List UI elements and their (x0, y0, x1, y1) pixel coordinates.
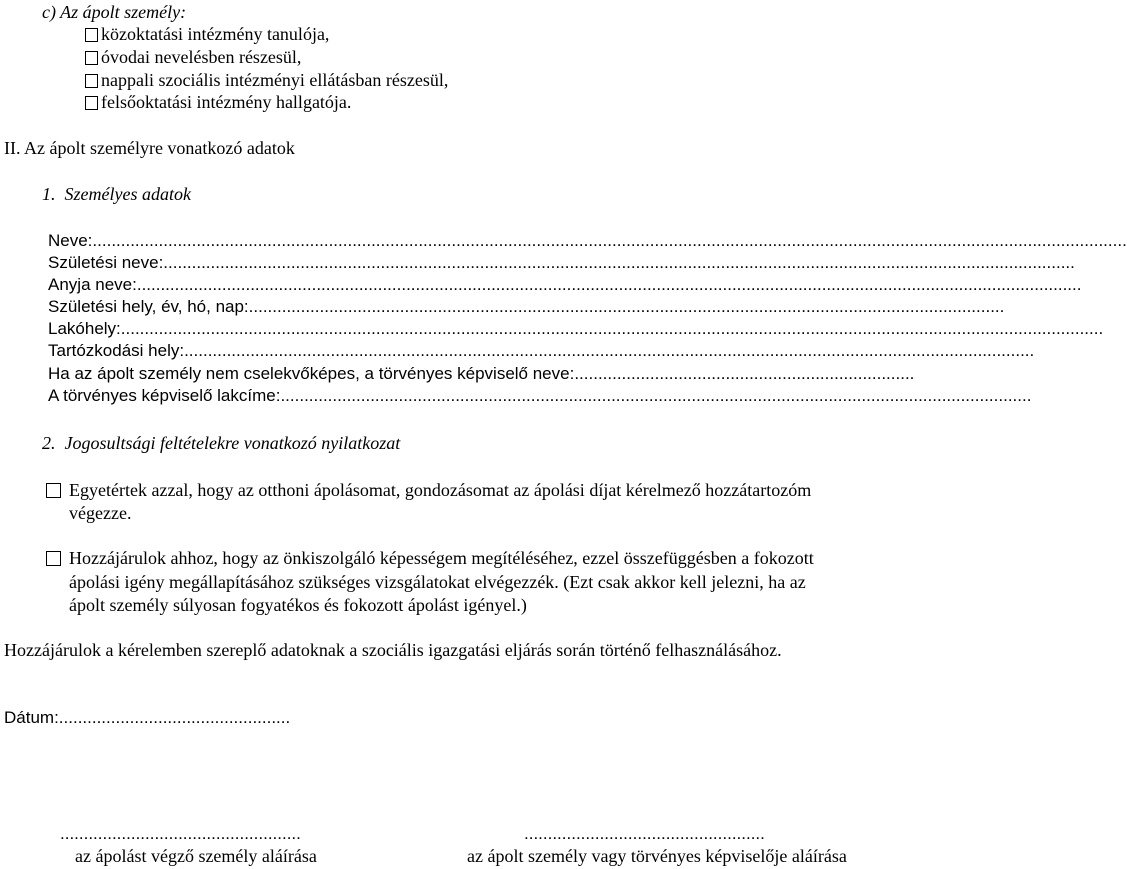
checkbox[interactable] (85, 96, 98, 110)
declaration-2[interactable]: Hozzájárulok ahhoz, hogy az önkiszolgáló képességem megítéléséhez, ezzel összefüggésben a fokozott (46, 548, 814, 569)
field-torvenyes-kepviselo-neve[interactable]: Ha az ápolt személy nem cselekvőképes, a törvényes képviselő neve:........................................................................ (48, 364, 915, 383)
field-anyja-neve[interactable]: Anyja neve:........................................................................................................................................................................................................ (48, 275, 1082, 294)
subsection-1-heading: 1. Személyes adatok (42, 184, 191, 204)
field-szuletesi-neve[interactable]: Születési neve:................................................................................................................................................................................................. (48, 253, 1075, 272)
field-neve[interactable]: Neve:........................................................................................................................................................................................................................... (48, 231, 1127, 250)
date-field[interactable]: Dátum:................................................. (4, 708, 291, 727)
declaration-2-line3: ápolt személy súlyosan fogyatékos és fokozott ápolást igényel.) (69, 595, 527, 615)
left-signature-line[interactable]: ................................................... (60, 824, 301, 843)
declaration-1-line2: végezze. (69, 503, 132, 523)
subsection-2-heading: 2. Jogosultsági feltételekre vonatkozó nyilatkozat (42, 433, 401, 453)
checkbox[interactable] (85, 28, 98, 42)
checkbox[interactable] (46, 483, 61, 498)
checkbox[interactable] (85, 51, 98, 65)
left-signature-label: az ápolást végző személy aláírása (75, 846, 317, 866)
field-szuletesi-hely[interactable]: Születési hely, év, hó, nap:................................................................................................................................................................ (48, 297, 1005, 316)
section-c-heading: c) Az ápolt személy: (42, 2, 187, 22)
right-signature-label: az ápolt személy vagy törvényes képviselője aláírása (467, 846, 847, 866)
option-ovodai[interactable]: óvodai nevelésben részesül, (85, 47, 301, 68)
option-kozoktatasi[interactable]: közoktatási intézmény tanulója, (85, 24, 329, 45)
option-nappali[interactable]: nappali szociális intézményi ellátásban részesül, (85, 70, 448, 91)
field-tartozkodasi-hely[interactable]: Tartózkodási hely:.................................................................................................................................................................................... (48, 341, 1035, 360)
section-ii-heading: II. Az ápolt személyre vonatkozó adatok (4, 138, 295, 158)
checkbox[interactable] (46, 551, 61, 566)
field-torvenyes-kepviselo-lakcime[interactable]: A törvényes képviselő lakcíme:............................................................................................................................................................... (48, 386, 1032, 405)
checkbox[interactable] (85, 74, 98, 88)
right-signature-line[interactable]: ................................................... (524, 824, 765, 843)
consent-statement: Hozzájárulok a kérelemben szereplő adatoknak a szociális igazgatási eljárás során történő felhasználásához. (4, 640, 782, 660)
declaration-2-line2: ápolási igény megállapításához szükséges vizsgálatokat elvégezzék. (Ezt csak akkor kell jelezni, ha az (69, 572, 806, 592)
option-felsooktatasi[interactable]: felsőoktatási intézmény hallgatója. (85, 92, 351, 113)
field-lakohely[interactable]: Lakóhely:................................................................................................................................................................................................................ (48, 319, 1104, 338)
declaration-1[interactable]: Egyetértek azzal, hogy az otthoni ápolásomat, gondozásomat az ápolási díjat kérelmező hozzátartozóm (46, 480, 811, 501)
